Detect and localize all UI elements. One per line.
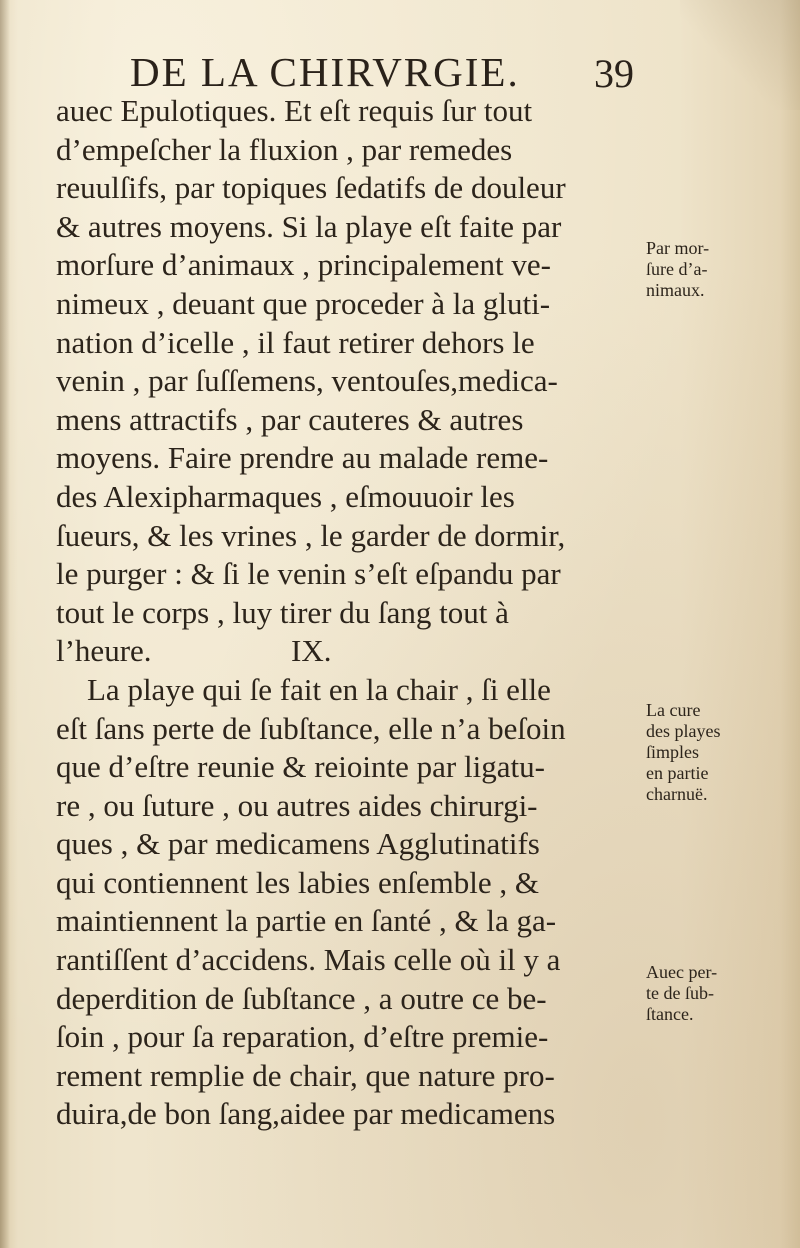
page-header (0, 48, 800, 98)
margin-note-line: nimaux. (646, 280, 705, 300)
margin-note-line: charnuë. (646, 784, 708, 804)
margin-note-line: Par mor- (646, 238, 710, 258)
text-line: nimeux , deuant que proceder à la gluti- (56, 285, 551, 321)
text-line: re , ou ſuture , ou autres aides chirurgi- (56, 787, 538, 823)
text-line: rantiſſent d’accidens. Mais celle où il y a (56, 942, 561, 978)
text-line: qui contiennent les labies enſemble , & (56, 864, 539, 900)
text-line: deperdition de ſubſtance , a outre ce be- (56, 980, 547, 1016)
text-line: l’heure. IX. (56, 633, 332, 669)
margin-note-line: ſimples (646, 742, 699, 762)
text-line: mens attractifs , par cauteres & autres (56, 401, 524, 437)
margin-note-line: te de ſub- (646, 983, 714, 1003)
running-title: DE LA CHIRVRGIE. (130, 49, 520, 95)
margin-note-bite-wounds (646, 238, 709, 301)
text-line: reuulſifs, par topiques ſedatifs de douleur (56, 170, 566, 206)
text-line: ques , & par medicamens Agglutinatifs (56, 826, 540, 862)
margin-note-line: ſure d’a- (646, 259, 708, 279)
page-gutter-shadow (0, 0, 10, 1248)
text-line: auec Epulotiques. Et eſt requis ſur tout (56, 93, 533, 128)
text-line: que d’eſtre reunie & reiointe par ligatu- (56, 749, 545, 785)
text-line: rement remplie de chair, que nature pro- (56, 1057, 555, 1093)
text-line: ſueurs, & les vrines , le garder de dormir, (56, 517, 566, 553)
margin-note-simple-wounds (646, 700, 720, 805)
text-line: le purger : & ſi le venin s’eſt eſpandu par (56, 556, 561, 592)
margin-note-line: La cure (646, 700, 701, 720)
text-line: ſoin , pour ſa reparation, d’eſtre premie- (56, 1019, 549, 1055)
margin-note-line: Auec per- (646, 962, 718, 982)
text-line: & autres moyens. Si la playe eſt faite par (56, 208, 562, 244)
text-line: des Alexipharmaques , eſmouuoir les (56, 478, 515, 514)
text-line: La playe qui ſe fait en la chair , ſi elle (56, 671, 551, 707)
text-line: d’empeſcher la fluxion , par remedes (56, 131, 513, 167)
text-line: nation d’icelle , il faut retirer dehors le (56, 324, 535, 360)
page-number: 39 (594, 51, 634, 96)
margin-note-line: des playes (646, 721, 721, 741)
text-line: eſt ſans perte de ſubſtance, elle n’a beſoin (56, 710, 566, 746)
text-line: duira,de bon ſang,aidee par medicamens (56, 1096, 556, 1132)
margin-note-line: en partie (646, 763, 709, 783)
text-line: maintiennent la partie en ſanté , & la ga- (56, 903, 557, 939)
text-line: tout le corps , luy tirer du ſang tout à (56, 594, 509, 630)
margin-note-loss-of-substance (646, 962, 717, 1025)
text-line: venin , par ſuſſemens, ventouſes,medica- (56, 363, 558, 399)
text-line: moyens. Faire prendre au malade reme- (56, 440, 549, 476)
main-text-body (56, 92, 646, 1134)
text-line: morſure d’animaux , principalement ve- (56, 247, 551, 283)
margin-note-line: ſtance. (646, 1004, 694, 1024)
